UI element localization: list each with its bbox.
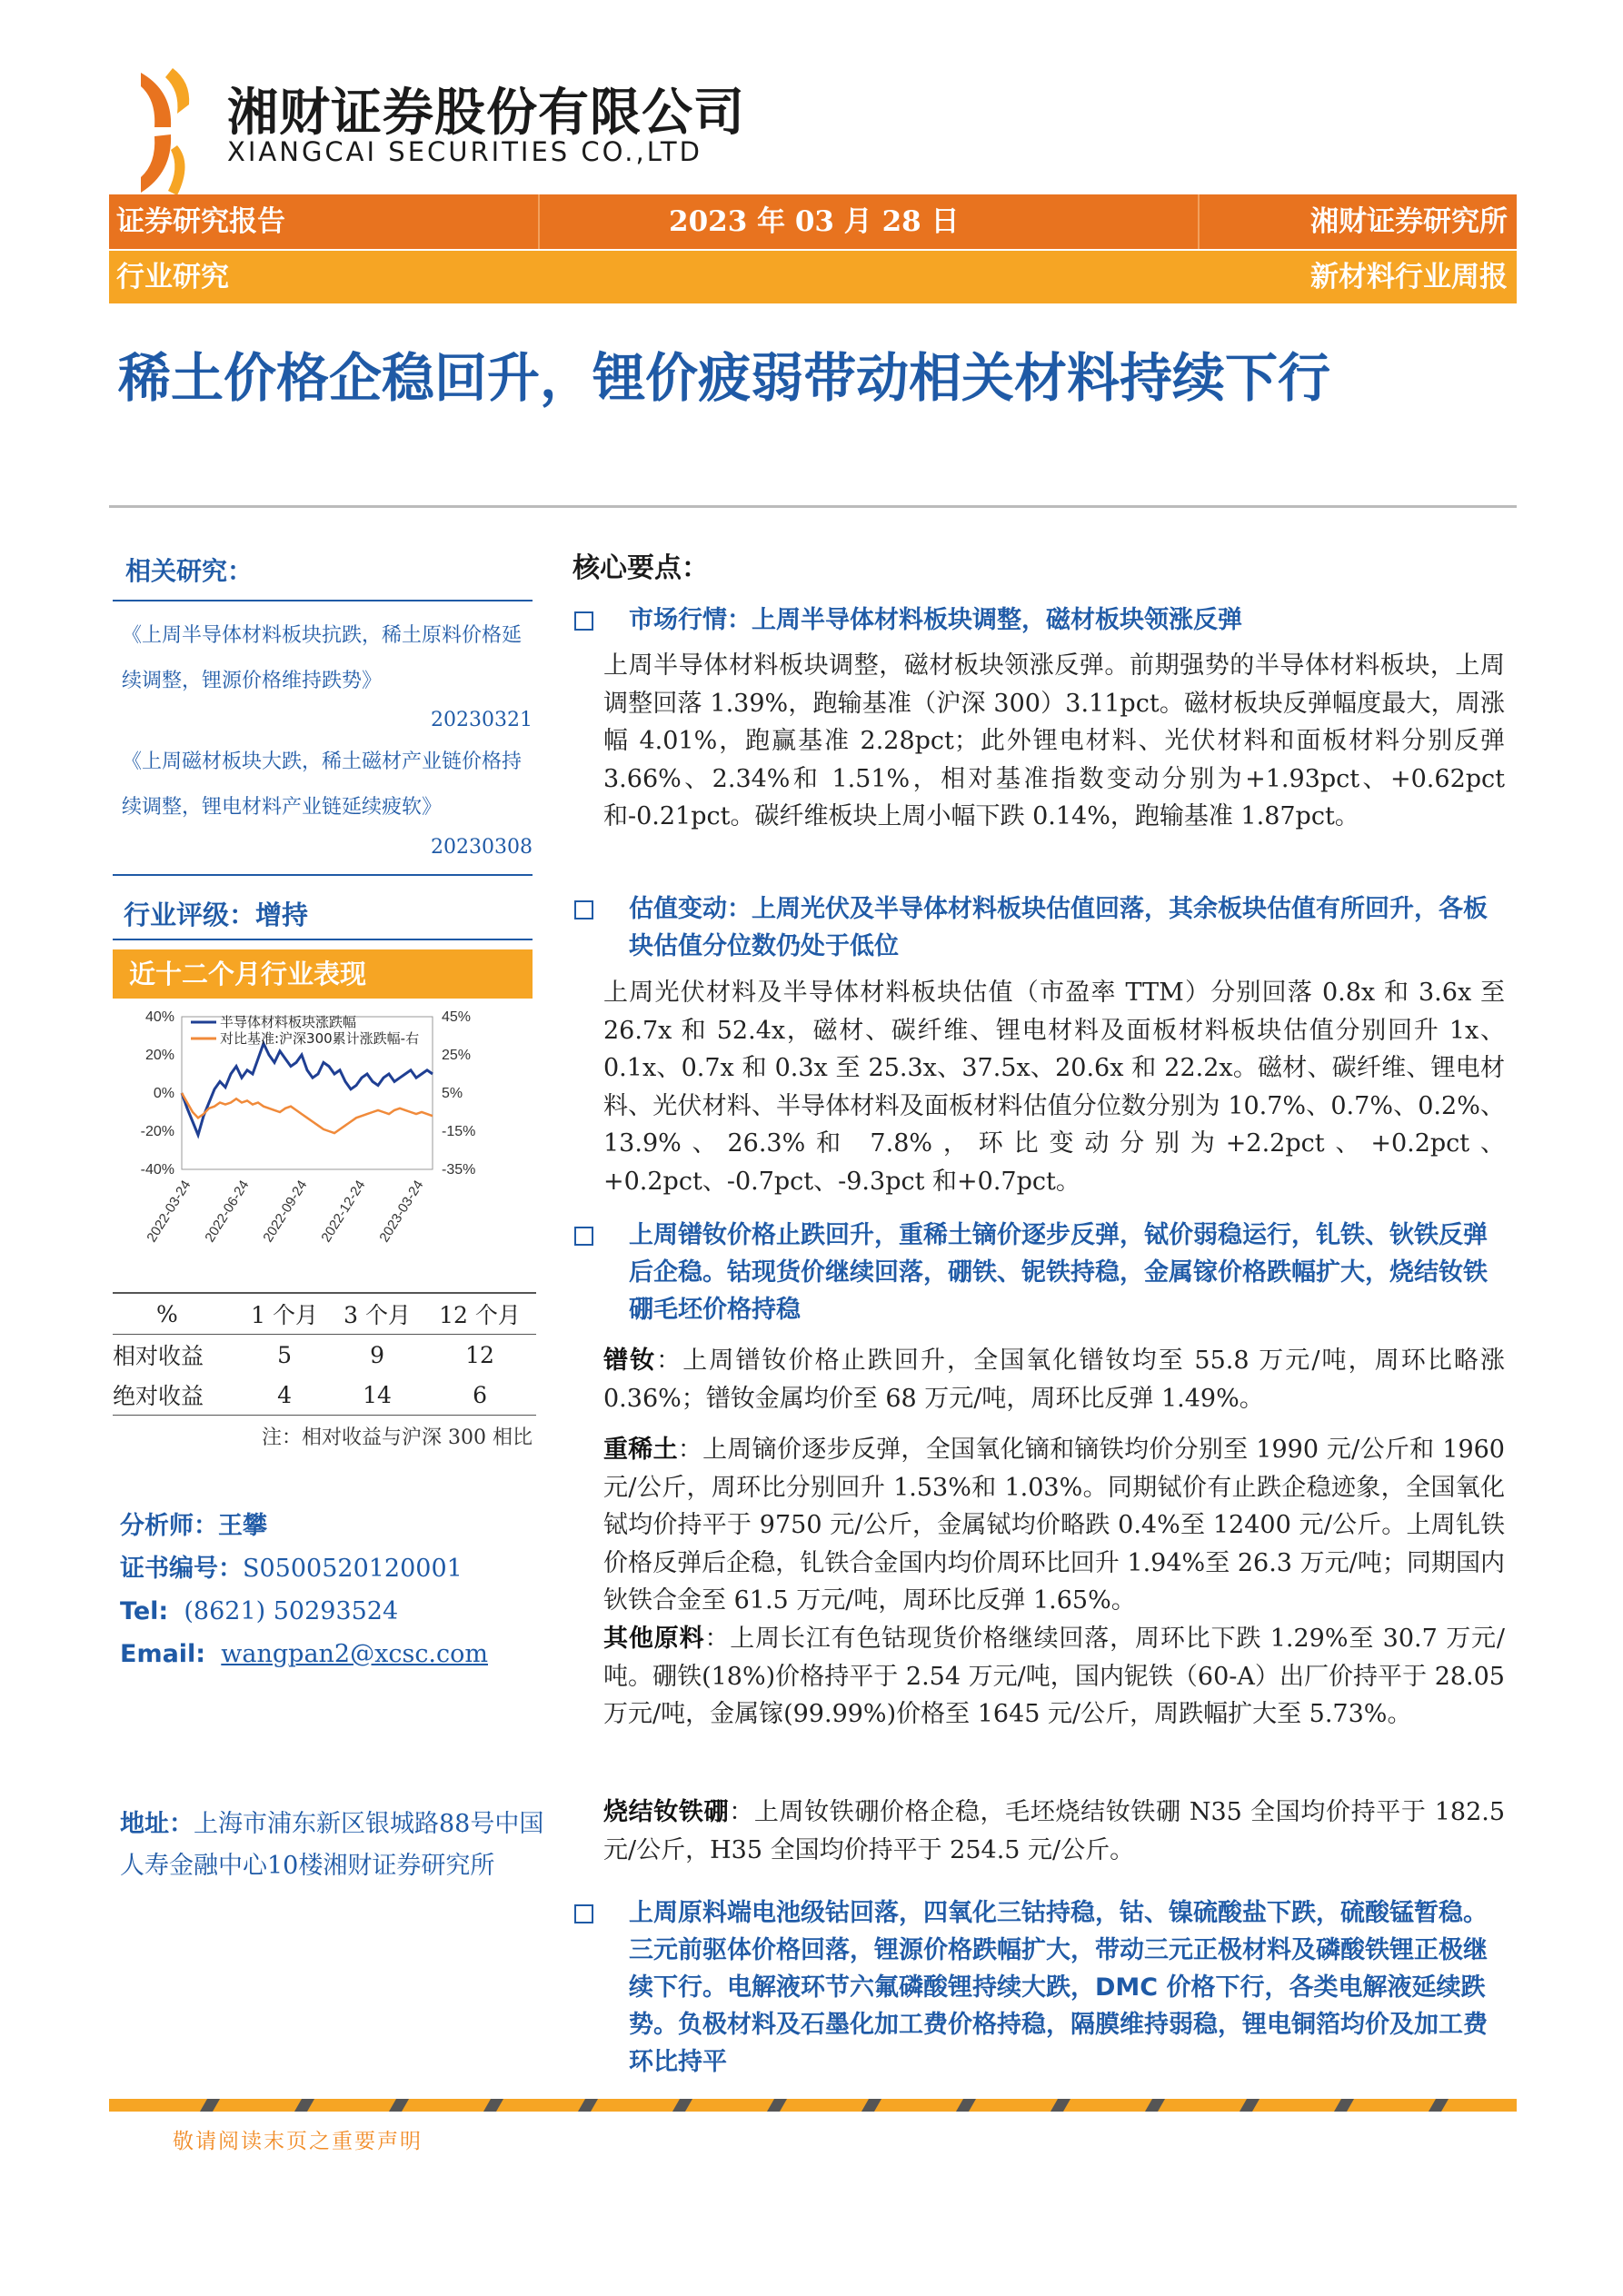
table-cell: 4 bbox=[277, 1381, 293, 1408]
institute-name: 湘财证券研究所 bbox=[1310, 205, 1508, 238]
report-series: 新材料行业周报 bbox=[1310, 261, 1508, 293]
right-tick-label: 45% bbox=[442, 1009, 472, 1025]
checkbox-bullet-icon bbox=[574, 611, 593, 631]
paragraph-label: 烧结钕铁硼 bbox=[603, 1798, 730, 1826]
section-paragraph bbox=[603, 1794, 1505, 1869]
related-item-1-date: 20230321 bbox=[431, 709, 533, 731]
checkbox-bullet-icon bbox=[574, 1904, 593, 1923]
checkbox-bullet-icon bbox=[574, 900, 593, 919]
paragraph-text: 上周光伏材料及半导体材料板块估值（市盈率 TTM）分别回落 0.8x 和 3.6x 至 26.7x 和 52.4x，磁材、碳纤维、锂电材料及面板材料板块估值分别回升 1x、0.1x、0.7x 和 0.3x 至 25.3x、37.5x、20.6x 和 22.2x。磁材、碳纤维、锂电材料、光伏材料、半导体材料及面板材料估值分位数分别为 10.7%、0.7%、0.2%、13.9%、26.3%和 7.8%，环比变动分别为+2.2pct、+0.2pct、+0.2pct、-0.7pct、-9.3pct 和+0.7pct。 bbox=[603, 979, 1505, 1196]
table-header-cell: 12 个月 bbox=[439, 1302, 521, 1328]
left-axis-ticks bbox=[141, 1009, 174, 1178]
section-paragraph bbox=[603, 647, 1505, 836]
table-cell: 9 bbox=[370, 1341, 384, 1368]
section-heading: 上周镨钕价格止跌回升，重稀土镝价逐步反弹，铽价弱稳运行，钆铁、钬铁反弹后企稳。钴现货价继续回落，硼铁、铌铁持稳，金属镓价格跌幅扩大，烧结钕铁硼毛坯价格持稳 bbox=[629, 1221, 1488, 1324]
report-category: 行业研究 bbox=[116, 261, 229, 293]
related-item-2-date: 20230308 bbox=[431, 836, 533, 859]
x-tick-label: 2022-12-24 bbox=[318, 1178, 369, 1246]
performance-table bbox=[113, 1292, 536, 1416]
table-cell: 5 bbox=[277, 1341, 293, 1368]
section-paragraph bbox=[603, 974, 1505, 1200]
checkbox-bullet-icon bbox=[574, 1227, 593, 1246]
section-paragraph bbox=[603, 1431, 1505, 1620]
address-label: 地址： bbox=[120, 1810, 194, 1838]
paragraph-text: ：上周钕铁硼价格企稳，毛坯烧结钕铁硼 N35 全国均价持平于 182.5 元/公斤，H35 全国均价持平于 254.5 元/公斤。 bbox=[603, 1798, 1506, 1864]
right-tick-label: -35% bbox=[442, 1162, 476, 1178]
report-type: 证券研究报告 bbox=[116, 205, 285, 238]
industry-rating: 行业评级：增持 bbox=[124, 900, 309, 930]
cert-label: 证书编号： bbox=[120, 1555, 243, 1583]
paragraph-text: ：上周镨钕价格止跌回升，全国氧化镨钕均至 55.8 万元/吨，周环比略涨 0.36%；镨钕金属均价至 68 万元/吨，周环比反弹 1.49%。 bbox=[603, 1347, 1506, 1413]
header-bar-primary bbox=[109, 194, 1517, 249]
legend-label: 半导体材料板块涨跌幅 bbox=[220, 1014, 357, 1030]
table-row bbox=[113, 1335, 536, 1376]
performance-chart bbox=[116, 1004, 553, 1286]
sidebar-divider bbox=[113, 874, 533, 876]
x-axis-ticks bbox=[144, 1178, 426, 1245]
paragraph-text: ：上周镝价逐步反弹，全国氧化镝和镝铁均价分别至 1990 元/公斤和 1960 元/公斤，周环比分别回升 1.53%和 1.03%。同期铽价有止跌企稳迹象，全国氧化铽均价持平于 9750 元/公斤，金属铽均价略跌 0.4%至 12400 元/公斤。上周钆铁价格反弹后企稳，钆铁合金国内均价周环比回升 1.94%至 26.3 万元/吨；同期国内钬铁合金至 61.5 万元/吨，周环比反弹 1.65%。 bbox=[603, 1436, 1505, 1615]
address-text: 上海市浦东新区银城路88号中国人寿金融中心10楼湘财证券研究所 bbox=[120, 1810, 544, 1880]
paragraph-label: 其他原料 bbox=[603, 1625, 705, 1653]
analyst-label: 分析师： bbox=[120, 1512, 218, 1540]
performance-note: 注：相对收益与沪深 300 相比 bbox=[262, 1426, 533, 1449]
cert-line bbox=[120, 1547, 463, 1591]
x-tick-label: 2022-03-24 bbox=[144, 1178, 194, 1246]
footer-disclaimer: 敬请阅读末页之重要声明 bbox=[173, 2130, 423, 2153]
table-header-cell: 1 个月 bbox=[251, 1302, 318, 1328]
related-item-1[interactable]: 《上周半导体材料板块抗跌，稀土原料价格延续调整，锂源价格维持跌势》 bbox=[122, 624, 523, 692]
company-name-en: XIANGCAI SECURITIES CO.,LTD bbox=[227, 136, 702, 167]
table-cell: 12 bbox=[465, 1341, 494, 1368]
table-header-row bbox=[113, 1293, 536, 1335]
company-name-cn: 湘财证券股份有限公司 bbox=[227, 84, 745, 143]
header-bar-secondary bbox=[109, 251, 1517, 303]
table-cell: 6 bbox=[473, 1381, 487, 1408]
address-block bbox=[120, 1804, 547, 1887]
performance-heading-band bbox=[113, 949, 533, 999]
chart-legend bbox=[191, 1014, 419, 1047]
table-header-cell: 3 个月 bbox=[344, 1302, 411, 1328]
cert-number: S0500520120001 bbox=[243, 1555, 463, 1583]
header-divider bbox=[538, 194, 540, 249]
email-label: Email: bbox=[120, 1640, 206, 1668]
right-tick-label: -15% bbox=[442, 1124, 476, 1139]
section-heading: 上周原料端电池级钴回落，四氧化三钴持稳，钴、镍硫酸盐下跌，硫酸锰暂稳。三元前驱体价格回落，锂源价格跌幅扩大，带动三元正极材料及磷酸铁锂正极继续下行。电解液环节六氟磷酸锂持续大跌，DMC 价格下行，各类电解液延续跌势。负极材料及石墨化加工费价格持稳，隔膜维持弱稳，锂电铜箔均价及加工费环比持平 bbox=[629, 1899, 1488, 2076]
sidebar-divider bbox=[113, 939, 533, 940]
paragraph-label: 镨钕 bbox=[603, 1347, 657, 1375]
right-tick-label: 25% bbox=[442, 1048, 472, 1063]
paragraph-text: 上周半导体材料板块调整，磁材板块领涨反弹。前期强势的半导体材料板块，上周调整回落 1.39%，跑输基准（沪深 300）3.11pct。磁材板块反弹幅度最大，周涨幅 4.01%，跑赢基准 2.28pct；此外锂电材料、光伏材料和面板材料分别反弹 3.66%、2.34%和 1.51%，相对基准指数变动分别为+1.93pct、+0.62pct 和-0.21pct。碳纤维板块上周小幅下跌 0.14%，跑输基准 1.87pct。 bbox=[603, 651, 1505, 830]
header-divider bbox=[1198, 194, 1200, 249]
report-title: 稀土价格企稳回升，锂价疲弱带动相关材料持续下行 bbox=[118, 347, 1331, 409]
analyst-name: 王攀 bbox=[218, 1512, 267, 1540]
table-header-cell: % bbox=[156, 1300, 178, 1327]
left-tick-label: -20% bbox=[140, 1124, 174, 1139]
footer-stripe bbox=[109, 2099, 1517, 2112]
right-tick-label: 5% bbox=[442, 1086, 463, 1101]
table-cell: 相对收益 bbox=[113, 1343, 204, 1369]
sidebar-divider bbox=[113, 600, 533, 601]
table-cell: 14 bbox=[363, 1381, 392, 1408]
related-research-heading: 相关研究： bbox=[125, 556, 254, 586]
report-date: 2023 年 03 月 28 日 bbox=[669, 205, 960, 238]
tel-number: (8621) 50293524 bbox=[184, 1597, 399, 1625]
analyst-line bbox=[120, 1505, 267, 1548]
section-heading: 市场行情：上周半导体材料板块调整，磁材板块领涨反弹 bbox=[629, 606, 1242, 634]
title-divider bbox=[109, 505, 1517, 508]
section-paragraph bbox=[603, 1620, 1505, 1734]
x-tick-label: 2022-06-24 bbox=[202, 1178, 253, 1246]
company-logo-icon bbox=[136, 64, 200, 200]
email-link[interactable]: wangpan2@xcsc.com bbox=[221, 1640, 488, 1668]
left-tick-label: 40% bbox=[144, 1009, 174, 1025]
series-line-2 bbox=[182, 1093, 433, 1133]
table-cell: 绝对收益 bbox=[113, 1383, 204, 1409]
core-points-heading: 核心要点： bbox=[573, 552, 709, 584]
related-item-2[interactable]: 《上周磁材板块大跌，稀土磁材产业链价格持续调整，锂电材料产业链延续疲软》 bbox=[122, 750, 523, 819]
performance-heading: 近十二个月行业表现 bbox=[129, 959, 367, 989]
stripe-base bbox=[109, 2099, 1517, 2112]
legend-label: 对比基准:沪深300累计涨跌幅-右 bbox=[220, 1030, 420, 1047]
left-tick-label: 0% bbox=[153, 1086, 174, 1101]
tel-label: Tel: bbox=[120, 1597, 169, 1625]
left-tick-label: 20% bbox=[144, 1048, 174, 1063]
x-tick-label: 2022-09-24 bbox=[260, 1178, 311, 1246]
right-axis-ticks bbox=[442, 1009, 475, 1178]
email-line bbox=[120, 1633, 488, 1676]
section-paragraph bbox=[603, 1342, 1505, 1417]
x-tick-label: 2023-03-24 bbox=[376, 1178, 427, 1246]
series-line-1 bbox=[182, 1043, 433, 1135]
section-heading: 估值变动：上周光伏及半导体材料板块估值回落，其余板块估值有所回升，各板块估值分位数仍处于低位 bbox=[629, 895, 1488, 960]
tel-line bbox=[120, 1590, 398, 1634]
paragraph-text: ：上周长江有色钴现货价格继续回落，周环比下跌 1.29%至 30.7 万元/吨。硼铁(18%)价格持平于 2.54 万元/吨，国内铌铁（60-A）出厂价持平于 28.05 万元/吨，金属镓(99.99%)价格至 1645 元/公斤，周跌幅扩大至 5.73%。 bbox=[603, 1625, 1506, 1728]
table-row bbox=[113, 1375, 536, 1416]
left-tick-label: -40% bbox=[140, 1162, 174, 1178]
paragraph-label: 重稀土 bbox=[603, 1436, 678, 1464]
